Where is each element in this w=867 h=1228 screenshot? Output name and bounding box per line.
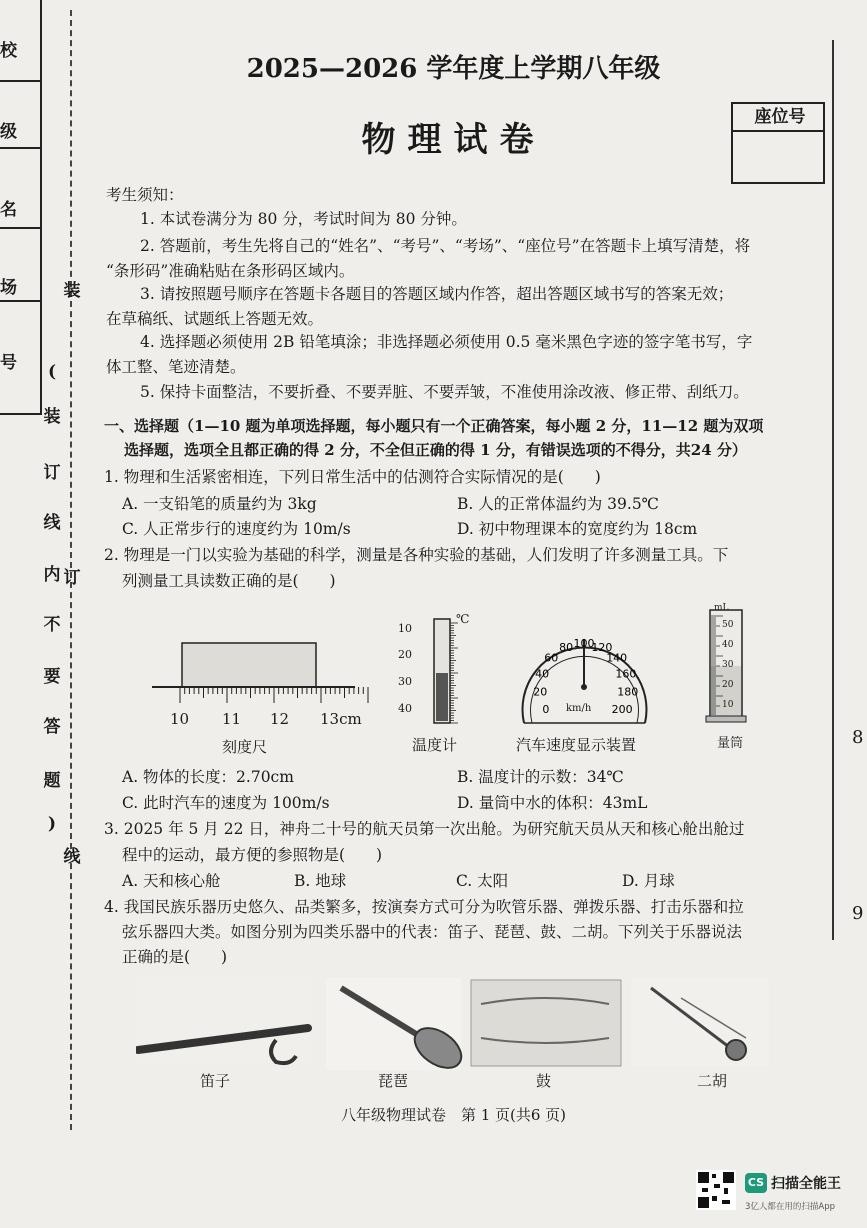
speedometer-caption: 汽车速度显示装置 — [516, 736, 637, 754]
edge-number: 8 — [852, 727, 864, 748]
ruler-caption: 刻度尺 — [222, 738, 268, 756]
binding-text: ) — [47, 814, 57, 834]
erhu-body — [726, 1040, 746, 1060]
drum-image — [471, 980, 621, 1066]
thermometer-caption: 温度计 — [412, 736, 458, 754]
q3-option-c: C. 太阳 — [456, 872, 509, 890]
binding-text: 答 — [43, 717, 61, 737]
field-school: 校 — [0, 41, 17, 61]
edge-number: 9 — [852, 903, 864, 924]
thermometer-figure — [418, 615, 466, 727]
exam-year: 2025—2026 学年度上学期八年级 — [246, 54, 661, 84]
speedo-unit: km/h — [566, 703, 592, 714]
cylinder-tick: 20 — [722, 680, 734, 690]
ruler-tick-label: 11 — [222, 710, 242, 728]
scanner-brand — [745, 1172, 841, 1193]
binding-text: 订 — [43, 463, 61, 483]
q3-option-b: B. 地球 — [294, 872, 347, 890]
thermometer-ticks — [450, 623, 458, 723]
cylinder-caption: 量筒 — [717, 736, 744, 751]
q4-stem: 弦乐器四大类。如图分别为四类乐器中的代表：笛子、琵琶、鼓、二胡。下列关于乐器说法 — [122, 923, 743, 941]
info-divider — [0, 413, 40, 415]
q2-option-b: B. 温度计的示数：34℃ — [457, 768, 624, 786]
q1-option-d: D. 初中物理课本的宽度约为 18cm — [457, 520, 698, 538]
speedo-tick-label: 100 — [573, 637, 595, 650]
binding-text: ( — [47, 362, 57, 382]
cs-logo-icon: CS — [745, 1173, 767, 1193]
notice-line: 4. 选择题必须使用 2B 铅笔填涂；非选择题必须使用 0.5 毫米黑色字迹的签字笔书写，字 — [140, 333, 753, 351]
side-char: 装 — [63, 281, 81, 301]
notice-line: 5. 保持卡面整洁，不要折叠、不要弄脏、不要弄皱，不准使用涂改液、修正带、刮纸刀。 — [140, 383, 749, 401]
thermo-unit: ℃ — [456, 612, 470, 626]
q3-option-d: D. 月球 — [622, 872, 675, 890]
speedometer-hub — [581, 684, 587, 690]
speedo-tick-label: 120 — [591, 640, 613, 654]
q3-stem: 程中的运动，最方便的参照物是( ) — [122, 846, 383, 864]
speedo-tick-label: 20 — [533, 685, 548, 699]
ruler-tick-label: 12 — [270, 710, 290, 728]
binding-text: 要 — [43, 667, 61, 687]
scanner-name: 扫描全能王 — [771, 1175, 841, 1192]
cylinder-tick: 40 — [722, 640, 734, 650]
field-room: 场 — [0, 278, 17, 298]
cylinder-unit: mL — [714, 603, 729, 613]
q1-option-b: B. 人的正常体温约为 39.5℃ — [457, 495, 660, 513]
seat-box — [731, 102, 825, 184]
info-divider — [0, 227, 40, 229]
speedo-tick-label: 60 — [544, 651, 559, 665]
notice-line: 2. 答题前，考生先将自己的“姓名”、“考号”、“考场”、“座位号”在答题卡上填写清楚，将 — [140, 237, 751, 255]
erhu-image — [631, 978, 769, 1066]
ruler-tick-label: 13cm — [320, 710, 362, 728]
q4-stem: 正确的是( ) — [122, 948, 228, 966]
notice-line: “条形码”准确粘贴在条形码区域内。 — [106, 262, 355, 280]
cylinder-tick: 10 — [722, 700, 734, 710]
q4-stem: 4. 我国民族乐器历史悠久、品类繁多，按演奏方式可分为吹管乐器、弹拨乐器、打击乐器和拉 — [104, 898, 744, 916]
notice-line: 1. 本试卷满分为 80 分，考试时间为 80 分钟。 — [140, 210, 467, 228]
cylinder-tick: 30 — [722, 660, 734, 670]
notice-heading: 考生须知： — [106, 186, 184, 204]
section-heading: 一、选择题（1—10 题为单项选择题，每小题只有一个正确答案，每小题 2 分，11—12 题为双项 — [104, 417, 764, 435]
q3-stem: 3. 2025 年 5 月 22 日，神舟二十号的航天员第一次出舱。为研究航天员从天和核心舱出舱过 — [104, 820, 745, 838]
field-class: 级 — [0, 122, 17, 142]
binding-text: 装 — [43, 407, 61, 427]
ruler-object — [182, 643, 316, 687]
thermo-tick: 10 — [398, 622, 412, 635]
side-char: 线 — [63, 847, 81, 867]
speedo-tick-label: 160 — [615, 667, 637, 681]
speedo-tick-label: 140 — [606, 651, 628, 665]
q2-stem: 列测量工具读数正确的是( ) — [122, 572, 336, 590]
thermo-tick: 20 — [398, 648, 412, 661]
side-char: 订 — [63, 568, 81, 588]
instrument-images — [136, 978, 776, 1070]
exam-title: 物理试卷 — [361, 120, 546, 160]
thermo-tick: 30 — [398, 675, 412, 688]
qr-code-icon — [696, 1170, 736, 1210]
dizi-image — [136, 978, 311, 1066]
speedo-tick-label: 180 — [617, 685, 639, 699]
q1-option-c: C. 人正常步行的速度约为 10m/s — [122, 520, 351, 538]
page-footer: 八年级物理试卷 第 1 页(共6 页) — [340, 1106, 567, 1124]
field-number: 号 — [0, 353, 17, 373]
cylinder-base — [706, 716, 746, 722]
instrument-caption: 笛子 — [200, 1072, 231, 1090]
binding-text: 线 — [43, 513, 61, 533]
q3-option-a: A. 天和核心舱 — [122, 872, 221, 890]
right-edge-line — [832, 40, 834, 940]
q2-option-a: A. 物体的长度：2.70cm — [122, 768, 294, 786]
speedo-tick-label: 40 — [535, 667, 550, 681]
thermometer-liquid — [436, 673, 448, 721]
instrument-caption: 二胡 — [697, 1072, 728, 1090]
binding-text: 不 — [43, 615, 61, 635]
ruler-ticks — [180, 687, 368, 703]
speedo-tick-label: 0 — [542, 703, 550, 716]
notice-line: 体工整、笔迹清楚。 — [106, 358, 246, 376]
seat-label: 座位号 — [733, 104, 823, 132]
speedo-tick-label: 200 — [611, 703, 633, 716]
speedo-tick-label: 80 — [559, 640, 574, 654]
field-name: 名 — [0, 200, 17, 220]
scanner-tagline: 3亿人都在用的扫描App — [745, 1202, 836, 1212]
section-heading: 选择题，选项全且都正确的得 2 分，不全但正确的得 1 分，有错误选项的不得分，共24 分） — [124, 441, 747, 459]
binding-text: 内 — [43, 565, 61, 585]
instrument-caption: 鼓 — [536, 1072, 552, 1090]
ruler-tick-label: 10 — [170, 710, 190, 728]
thermo-tick: 40 — [398, 702, 412, 715]
instrument-caption: 琵琶 — [378, 1072, 409, 1090]
notice-line: 在草稿纸、试题纸上答题无效。 — [106, 310, 324, 328]
binding-text: 题 — [43, 771, 61, 791]
q1-option-a: A. 一支铅笔的质量约为 3kg — [122, 495, 317, 513]
q1-stem: 1. 物理和生活紧密相连，下列日常生活中的估测符合实际情况的是( ) — [104, 468, 601, 486]
notice-line: 3. 请按照题号顺序在答题卡各题目的答题区域内作答，超出答题区域书写的答案无效； — [140, 285, 734, 303]
info-divider — [0, 300, 40, 302]
q2-stem: 2. 物理是一门以实验为基础的科学，测量是各种实验的基础，人们发明了许多测量工具。下 — [104, 546, 729, 564]
q2-option-d: D. 量筒中水的体积：43mL — [457, 794, 648, 812]
q2-option-c: C. 此时汽车的速度为 100m/s — [122, 794, 330, 812]
cylinder-tick: 50 — [722, 620, 734, 630]
